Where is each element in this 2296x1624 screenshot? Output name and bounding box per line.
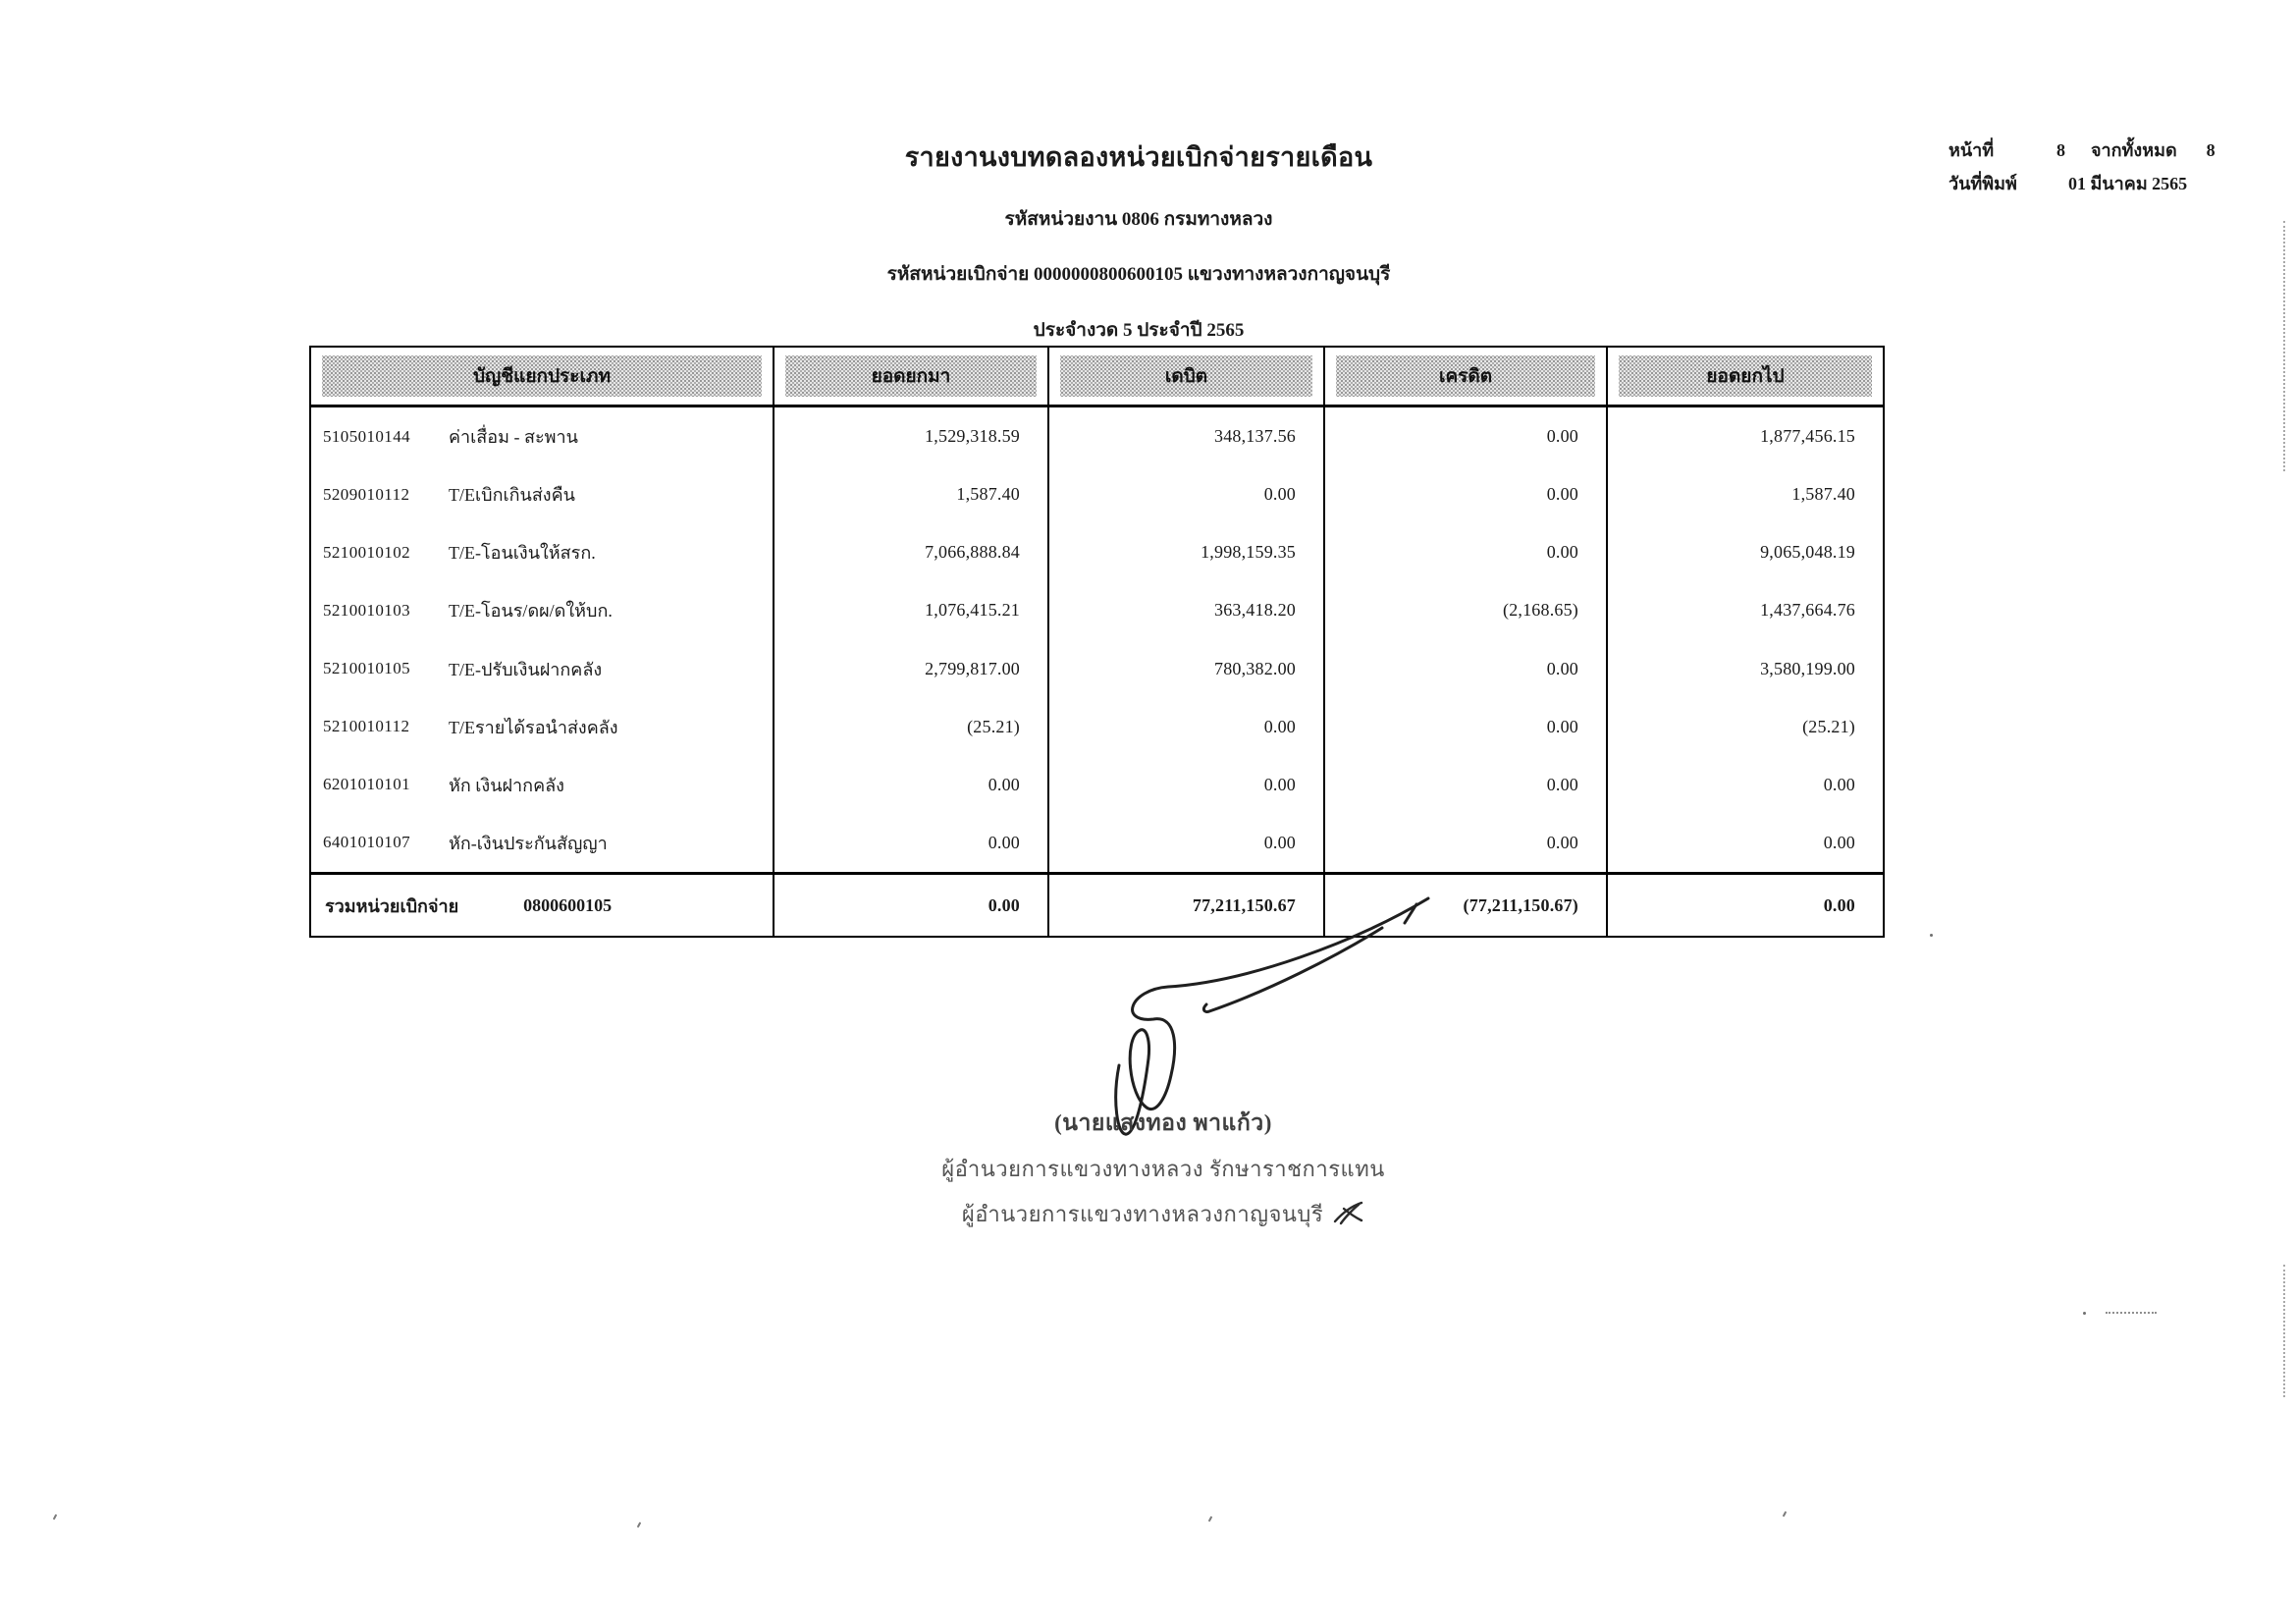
column-header-account: บัญชีแยกประเภท xyxy=(322,355,762,397)
total-label: รวมหน่วยเบิกจ่าย xyxy=(325,895,459,916)
scan-artifact xyxy=(1783,1511,1788,1517)
signer-position-1: ผู้อำนวยการแขวงทางหลวง รักษาราชการแทน xyxy=(941,1157,1385,1181)
credit-amount: 0.00 xyxy=(1323,698,1606,756)
header-cell-credit xyxy=(1323,348,1606,405)
table-total-row xyxy=(311,872,1883,936)
total-brought-forward: 0.00 xyxy=(773,875,1047,936)
scan-artifact xyxy=(2283,221,2285,471)
scan-artifact xyxy=(2083,1312,2086,1315)
account-name: T/Eเบิกเกินส่งคืน xyxy=(449,485,575,506)
account-cell xyxy=(311,698,773,756)
print-date-label: วันที่พิมพ์ xyxy=(1949,174,2017,193)
credit-amount: 0.00 xyxy=(1323,756,1606,814)
carried-forward-amount: 1,587.40 xyxy=(1606,465,1883,523)
table-row xyxy=(311,581,1883,639)
debit-amount: 0.00 xyxy=(1047,814,1323,872)
brought-forward-amount: (25.21) xyxy=(773,698,1047,756)
debit-amount: 363,418.20 xyxy=(1047,581,1323,639)
credit-amount: (2,168.65) xyxy=(1323,581,1606,639)
account-name: T/E-โอนเงินให้สรก. xyxy=(449,543,596,564)
disbursement-unit-line: รหัสหน่วยเบิกจ่าย 0000000800600105 แขวงทางหลวงกาญจนบุรี xyxy=(886,264,1391,285)
account-code: 6401010107 xyxy=(323,833,410,852)
credit-amount: 0.00 xyxy=(1323,640,1606,698)
page-info xyxy=(1949,134,2282,200)
total-debit: 77,211,150.67 xyxy=(1047,875,1323,936)
debit-amount: 0.00 xyxy=(1047,465,1323,523)
table-row xyxy=(311,698,1883,756)
credit-amount: 0.00 xyxy=(1323,407,1606,465)
total-carried-forward: 0.00 xyxy=(1606,875,1883,936)
column-header-credit: เครดิต xyxy=(1336,355,1595,397)
debit-amount: 348,137.56 xyxy=(1047,407,1323,465)
signer-name: (นายแสงทอง พาแก้ว) xyxy=(1054,1110,1272,1135)
header-cell-carried-forward xyxy=(1606,348,1883,405)
account-name: T/E-โอนร/ดผ/ดให้บก. xyxy=(449,601,613,622)
account-code: 6201010101 xyxy=(323,775,410,794)
carried-forward-amount: 0.00 xyxy=(1606,756,1883,814)
account-cell xyxy=(311,756,773,814)
account-cell xyxy=(311,465,773,523)
scan-artifact xyxy=(2106,1312,2157,1314)
debit-amount: 780,382.00 xyxy=(1047,640,1323,698)
table-body xyxy=(311,407,1883,872)
account-code: 5105010144 xyxy=(323,426,410,446)
table-row xyxy=(311,640,1883,698)
account-code: 5210010103 xyxy=(323,600,410,620)
agency-code-line: รหัสหน่วยงาน 0806 กรมทางหลวง xyxy=(1004,209,1273,230)
account-code: 5209010112 xyxy=(323,484,410,504)
brought-forward-amount: 0.00 xyxy=(773,814,1047,872)
print-date: 01 มีนาคม 2565 xyxy=(2068,174,2188,193)
account-cell xyxy=(311,407,773,465)
page-number-row xyxy=(1949,134,2282,167)
scan-artifact xyxy=(1208,1516,1213,1522)
account-name: หัก เงินฝากคลัง xyxy=(449,775,564,795)
account-code: 5210010112 xyxy=(323,717,410,736)
scan-artifact xyxy=(53,1514,58,1520)
table-row xyxy=(311,465,1883,523)
account-cell xyxy=(311,814,773,872)
initial-mark xyxy=(1331,1200,1364,1231)
account-code: 5210010102 xyxy=(323,542,410,562)
header-cell-account xyxy=(311,348,773,405)
header-cell-brought-forward xyxy=(773,348,1047,405)
account-code: 5210010105 xyxy=(323,659,410,678)
table-header-row xyxy=(311,348,1883,407)
account-cell xyxy=(311,640,773,698)
brought-forward-amount: 1,076,415.21 xyxy=(773,581,1047,639)
account-name: หัก-เงินประกันสัญญา xyxy=(449,833,608,853)
report-header xyxy=(393,135,1885,345)
print-date-row xyxy=(1949,167,2282,200)
period-line: ประจำงวด 5 ประจำปี 2565 xyxy=(1033,320,1245,341)
debit-amount: 1,998,159.35 xyxy=(1047,523,1323,581)
credit-amount: 0.00 xyxy=(1323,465,1606,523)
total-pages: 8 xyxy=(2206,140,2216,160)
table-row xyxy=(311,756,1883,814)
brought-forward-amount: 0.00 xyxy=(773,756,1047,814)
report-title: รายงานงบทดลองหน่วยเบิกจ่ายรายเดือน xyxy=(904,142,1373,172)
brought-forward-amount: 2,799,817.00 xyxy=(773,640,1047,698)
header-cell-debit xyxy=(1047,348,1323,405)
account-name: ค่าเสื่อม - สะพาน xyxy=(449,427,578,448)
carried-forward-amount: 3,580,199.00 xyxy=(1606,640,1883,698)
total-label-cell xyxy=(311,875,773,936)
carried-forward-amount: 1,437,664.76 xyxy=(1606,581,1883,639)
total-credit: (77,211,150.67) xyxy=(1323,875,1606,936)
table-row xyxy=(311,407,1883,465)
credit-amount: 0.00 xyxy=(1323,523,1606,581)
account-name: T/Eรายได้รอนำส่งคลัง xyxy=(449,717,618,737)
debit-amount: 0.00 xyxy=(1047,698,1323,756)
debit-amount: 0.00 xyxy=(1047,756,1323,814)
scan-artifact xyxy=(1930,934,1933,937)
brought-forward-amount: 1,587.40 xyxy=(773,465,1047,523)
page-number: 8 xyxy=(2056,140,2065,160)
carried-forward-amount: 9,065,048.19 xyxy=(1606,523,1883,581)
column-header-brought-forward: ยอดยกมา xyxy=(785,355,1037,397)
brought-forward-amount: 7,066,888.84 xyxy=(773,523,1047,581)
column-header-carried-forward: ยอดยกไป xyxy=(1619,355,1872,397)
account-cell xyxy=(311,523,773,581)
total-unit-code: 0800600105 xyxy=(523,894,613,915)
carried-forward-amount: (25.21) xyxy=(1606,698,1883,756)
account-cell xyxy=(311,581,773,639)
table-row xyxy=(311,814,1883,872)
signer-position-2 xyxy=(883,1197,1443,1231)
signer-position-2-text: ผู้อำนวยการแขวงทางหลวงกาญจนบุรี xyxy=(961,1202,1324,1226)
total-pages-label: จากทั้งหมด xyxy=(2091,140,2177,160)
carried-forward-amount: 0.00 xyxy=(1606,814,1883,872)
trial-balance-table xyxy=(309,346,1885,938)
brought-forward-amount: 1,529,318.59 xyxy=(773,407,1047,465)
scan-artifact xyxy=(637,1522,642,1528)
carried-forward-amount: 1,877,456.15 xyxy=(1606,407,1883,465)
scan-artifact xyxy=(2283,1265,2285,1397)
credit-amount: 0.00 xyxy=(1323,814,1606,872)
signature-block xyxy=(883,1106,1443,1231)
table-row xyxy=(311,523,1883,581)
page-label: หน้าที่ xyxy=(1949,140,1995,160)
account-name: T/E-ปรับเงินฝากคลัง xyxy=(449,659,603,679)
column-header-debit: เดบิต xyxy=(1060,355,1312,397)
